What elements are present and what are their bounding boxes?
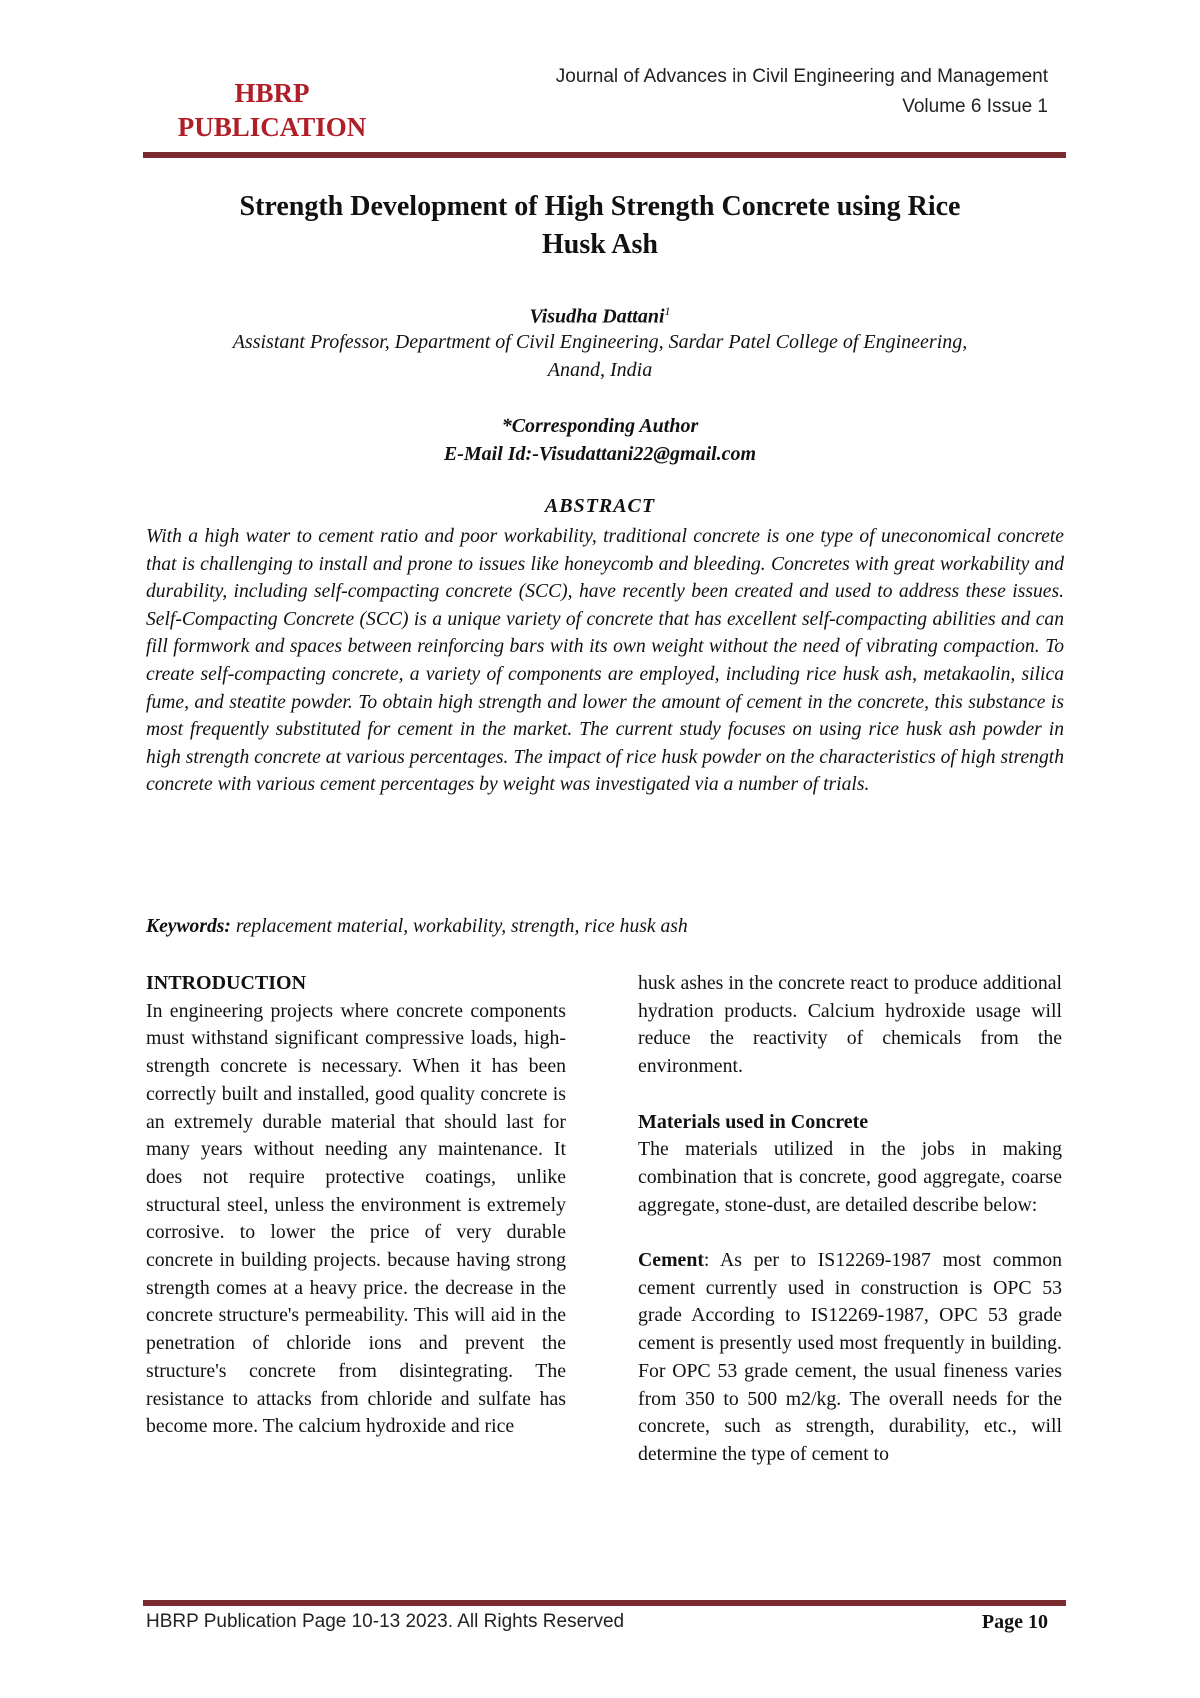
right-column — [638, 970, 1062, 1469]
header-rule — [143, 152, 1066, 158]
keywords-text: replacement material, workability, strength, rice husk ash — [235, 916, 688, 937]
journal-volume: Volume 6 Issue 1 — [902, 96, 1048, 117]
affiliation-line2: Anand, India — [547, 359, 653, 381]
logo-line2: PUBLICATION — [177, 112, 367, 142]
journal-info — [556, 62, 1048, 122]
title-line1: Strength Development of High Strength Concrete using Rice — [239, 191, 961, 222]
author-text: Visudha Dattani — [529, 305, 665, 328]
footer-copyright: HBRP Publication Page 10-13 2023. All Rights Reserved — [146, 1611, 625, 1632]
cement-paragraph — [638, 1247, 1062, 1469]
keywords-label: Keywords: — [146, 916, 231, 937]
keywords — [146, 916, 1064, 938]
materials-text: The materials utilized in the jobs in making combination that is concrete, good aggregate, coarse aggregate, stone-dust, are detailed describe below: — [638, 1138, 1062, 1216]
abstract-text: With a high water to cement ratio and poor workability, traditional concrete is one type of uneconomical concrete that is challenging to install and prone to issues like honeycomb and bleeding. Concretes with great workability and durability, including self-compacting concrete (SCC), have recently been created and used to address these issues. Self-Compacting Concrete (SCC) is a unique variety of concrete that has excellent self-compacting abilities and can fill formwork and spaces between reinforcing bars with its own weight without the need of vibrating compaction. To create self-compacting concrete, a variety of components are employed, including rice husk ash, metakaolin, silica fume, and steatite powder. To obtain high strength and lower the amount of cement in the concrete, this substance is most frequently substituted for cement in the market. The current study focuses on using rice husk ash powder in high strength concrete at various percentages. The impact of rice husk powder on the characteristics of high strength concrete with various cement percentages by weight was investigated via a number of trials. — [146, 526, 1064, 796]
materials-heading: Materials used in Concrete — [638, 1110, 869, 1133]
cement-text: : As per to IS12269-1987 most common cement currently used in construction is OPC 53 grade According to IS12269-1987, OPC 53 grade cement is presently used most frequently in building. For OPC 53 grade cement, the usual fineness varies from 350 to 500 m2/kg. The overall needs for the concrete, such as strength, durability, etc., will determine the type of cement to — [638, 1249, 1062, 1465]
paper-title — [150, 188, 1050, 264]
cement-label: Cement — [638, 1249, 704, 1271]
page-number: Page 10 — [981, 1611, 1048, 1633]
corresponding-author — [150, 412, 1050, 468]
footer-rule — [143, 1600, 1066, 1606]
left-column — [146, 970, 566, 1441]
introduction-text: In engineering projects where concrete components must withstand significant compressive loads, high-strength concrete is necessary. When it has been correctly built and installed, good quality concrete is an extremely durable material that should last for many years without needing any maintenance. It does not require protective coatings, unlike structural steel, unless the environment is extremely corrosive. to lower the price of very durable concrete in building projects. because having strong strength comes at a heavy price. the decrease in the concrete structure's permeability. This will aid in the penetration of chloride ions and prevent the structure's concrete from disintegrating. The resistance to attacks from chloride and sulfate has become more. The calcium hydroxide and rice — [146, 999, 566, 1438]
title-line2: Husk Ash — [542, 229, 658, 260]
introduction-heading: INTRODUCTION — [146, 972, 307, 994]
affiliation-line1: Assistant Professor, Department of Civil Engineering, Sardar Patel College of Engineering, — [232, 331, 968, 353]
publisher-logo — [152, 76, 392, 144]
author-name — [150, 304, 1050, 329]
journal-name: Journal of Advances in Civil Engineering and Management — [555, 66, 1048, 87]
abstract-heading: ABSTRACT — [544, 495, 656, 517]
corresponding-label: *Corresponding Author — [501, 415, 699, 437]
logo-line1: HBRP — [234, 78, 310, 108]
author-affiliation — [150, 328, 1050, 384]
author-email: E-Mail Id:-Visudattani22@gmail.com — [443, 443, 757, 465]
author-superscript: 1 — [664, 304, 671, 318]
introduction-continued: husk ashes in the concrete react to produce additional hydration products. Calcium hydroxide usage will reduce the reactivity of chemicals from the environment. — [638, 972, 1062, 1078]
